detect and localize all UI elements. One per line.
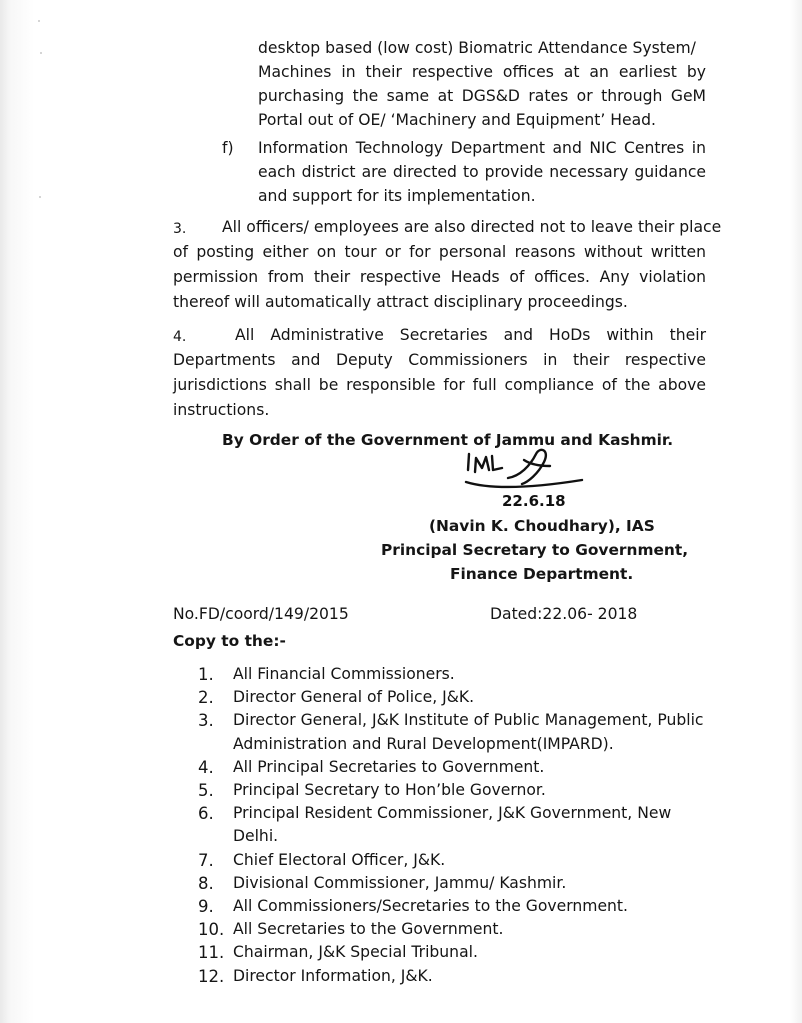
signatory-department: Finance Department. <box>450 565 634 583</box>
para-label: f) <box>222 139 234 157</box>
copy-list-item <box>198 895 758 918</box>
text-line: Portal out of OE/ ‘Machinery and Equipment’ Head. <box>258 111 656 129</box>
list-text: Chairman, J&K Special Tribunal. <box>233 943 478 962</box>
list-number: 9. <box>198 897 214 917</box>
copy-list-item <box>198 918 758 941</box>
text-line: All Administrative Secretaries and HoDs within their <box>235 326 706 344</box>
margin-speck <box>38 20 40 22</box>
text-line: and support for its implementation. <box>258 187 536 205</box>
text-line: desktop based (low cost) Biomatric Attendance System/ <box>258 39 696 57</box>
reference-number: No.FD/coord/149/2015 <box>173 605 349 623</box>
list-text: Director General, J&K Institute of Public Management, Public Administration and Rural Development(IMPARD). <box>233 711 704 753</box>
list-text: Principal Secretary to Hon’ble Governor. <box>233 781 546 800</box>
list-text: Principal Resident Commissioner, J&K Government, New Delhi. <box>233 804 672 846</box>
text-line: Machines in their respective offices at an earliest by <box>258 63 706 81</box>
list-text: All Commissioners/Secretaries to the Government. <box>233 897 628 916</box>
list-number: 8. <box>198 873 214 893</box>
signature-date: 22.6.18 <box>502 492 566 510</box>
copy-list-item <box>198 709 758 755</box>
para-number: 4. <box>173 329 187 345</box>
list-number: 11. <box>198 943 225 963</box>
list-text: Director General of Police, J&K. <box>233 688 475 707</box>
text-line: jurisdictions shall be responsible for full compliance of the above <box>173 376 706 394</box>
copy-list <box>198 663 758 988</box>
dated: Dated:22.06- 2018 <box>490 605 638 623</box>
list-text: All Secretaries to the Government. <box>233 920 504 939</box>
list-number: 5. <box>198 781 214 801</box>
copy-list-item <box>198 849 758 872</box>
list-number: 6. <box>198 804 214 824</box>
signatory-name: (Navin K. Choudhary), IAS <box>429 517 655 535</box>
copy-list-item <box>198 779 758 802</box>
text-line: each district are directed to provide necessary guidance <box>258 163 706 181</box>
list-number: 3. <box>198 711 214 731</box>
text-line: permission from their respective Heads of offices. Any violation <box>173 268 706 286</box>
list-text: Divisional Commissioner, Jammu/ Kashmir. <box>233 873 567 892</box>
text-line: Information Technology Department and NIC Centres in <box>258 139 706 157</box>
list-text: All Financial Commissioners. <box>233 665 455 683</box>
text-line: Departments and Deputy Commissioners in their respective <box>173 351 706 369</box>
copy-list-item <box>198 663 758 686</box>
list-text: All Principal Secretaries to Government. <box>233 757 545 776</box>
text-line: All officers/ employees are also directed not to leave their place <box>222 218 722 236</box>
text-line: of posting either on tour or for personal reasons without written <box>173 243 706 261</box>
order-line: By Order of the Government of Jammu and Kashmir. <box>222 431 674 449</box>
copy-list-item <box>198 941 758 964</box>
copy-list-item <box>198 965 758 988</box>
list-text: Chief Electoral Officer, J&K. <box>233 850 446 869</box>
copy-list-item <box>198 872 758 895</box>
text-line: purchasing the same at DGS&D rates or through GeM <box>258 87 706 105</box>
list-number: 10. <box>198 920 225 940</box>
margin-speck <box>39 196 41 198</box>
list-number: 12. <box>198 966 225 986</box>
list-number: 7. <box>198 850 214 870</box>
text-line: thereof will automatically attract disciplinary proceedings. <box>173 293 628 311</box>
list-number: 1. <box>198 665 214 684</box>
signature-icon <box>462 448 612 518</box>
copy-list-item <box>198 802 758 848</box>
margin-speck <box>40 52 42 54</box>
text-line: instructions. <box>173 401 270 419</box>
signatory-designation: Principal Secretary to Government, <box>381 541 689 559</box>
copy-list-item <box>198 756 758 779</box>
list-text: Director Information, J&K. <box>233 966 433 985</box>
list-number: 4. <box>198 757 214 777</box>
copy-list-item <box>198 686 758 709</box>
para-number: 3. <box>173 221 187 237</box>
copy-heading: Copy to the:- <box>173 632 286 650</box>
list-number: 2. <box>198 688 214 708</box>
